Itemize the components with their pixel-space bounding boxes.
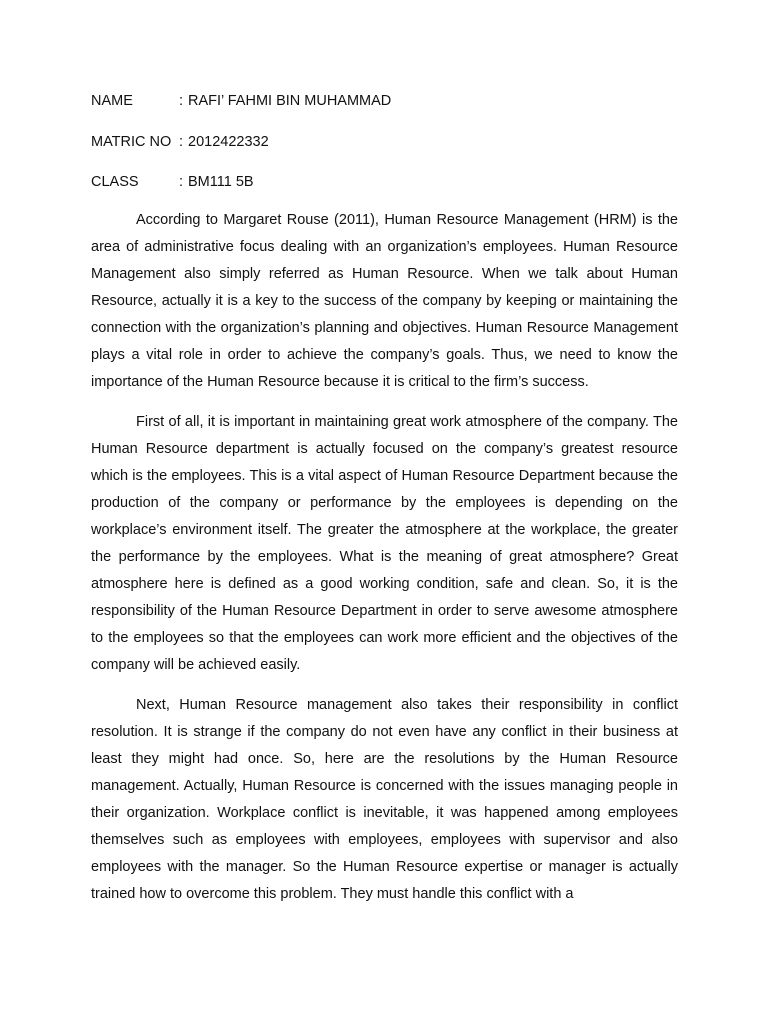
name-value: RAFI’ FAHMI BIN MUHAMMAD <box>188 93 392 109</box>
matric-label: MATRIC NO <box>91 134 172 150</box>
paragraph-introduction: According to Margaret Rouse (2011), Human Resource Management (HRM) is the area of administrative focus dealing with an organization’s employees. Human Resource Management also simply referred as Human Resource. When we talk about Human Resource, actually it is a key to the success of the company by keeping or maintaining the connection with the organization’s planning and objectives. Human Resource Management plays a vital role in order to achieve the company’s goals. Thus, we need to know the importance of the Human Resource because it is critical to the firm’s success. <box>91 212 678 390</box>
class-value: BM111 5B <box>188 174 254 190</box>
essay-body <box>91 207 678 908</box>
class-separator: : <box>179 174 184 190</box>
matric-value: 2012422332 <box>188 134 269 150</box>
paragraph-work-atmosphere: First of all, it is important in maintaining great work atmosphere of the company. The Human Resource department is actually focused on the company’s greatest resource which is the employees. This is a vital aspect of Human Resource Department because the production of the company or performance by the employees is depending on the workplace’s environment itself. The greater the atmosphere at the workplace, the greater the performance by the employees. What is the meaning of great atmosphere? Great atmosphere here is defined as a good working condition, safe and clean. So, it is the responsibility of the Human Resource Department in order to serve awesome atmosphere to the employees so that the employees can work more efficient and the objectives of the company will be achieved easily. <box>91 414 678 673</box>
paragraph-conflict-resolution: Next, Human Resource management also takes their responsibility in conflict resolution. It is strange if the company do not even have any conflict in their business at least they might had once. So, here are the resolutions by the Human Resource management. Actually, Human Resource is concerned with the issues managing people in their organization. Workplace conflict is inevitable, it was happened among employees themselves such as employees with employees, employees with supervisor and also employees with the manager. So the Human Resource expertise or manager is actually trained how to overcome this problem. They must handle this conflict with a <box>91 697 678 902</box>
class-label: CLASS <box>91 174 139 190</box>
matric-separator: : <box>179 134 184 150</box>
name-label: NAME <box>91 93 133 109</box>
name-separator: : <box>179 93 184 109</box>
